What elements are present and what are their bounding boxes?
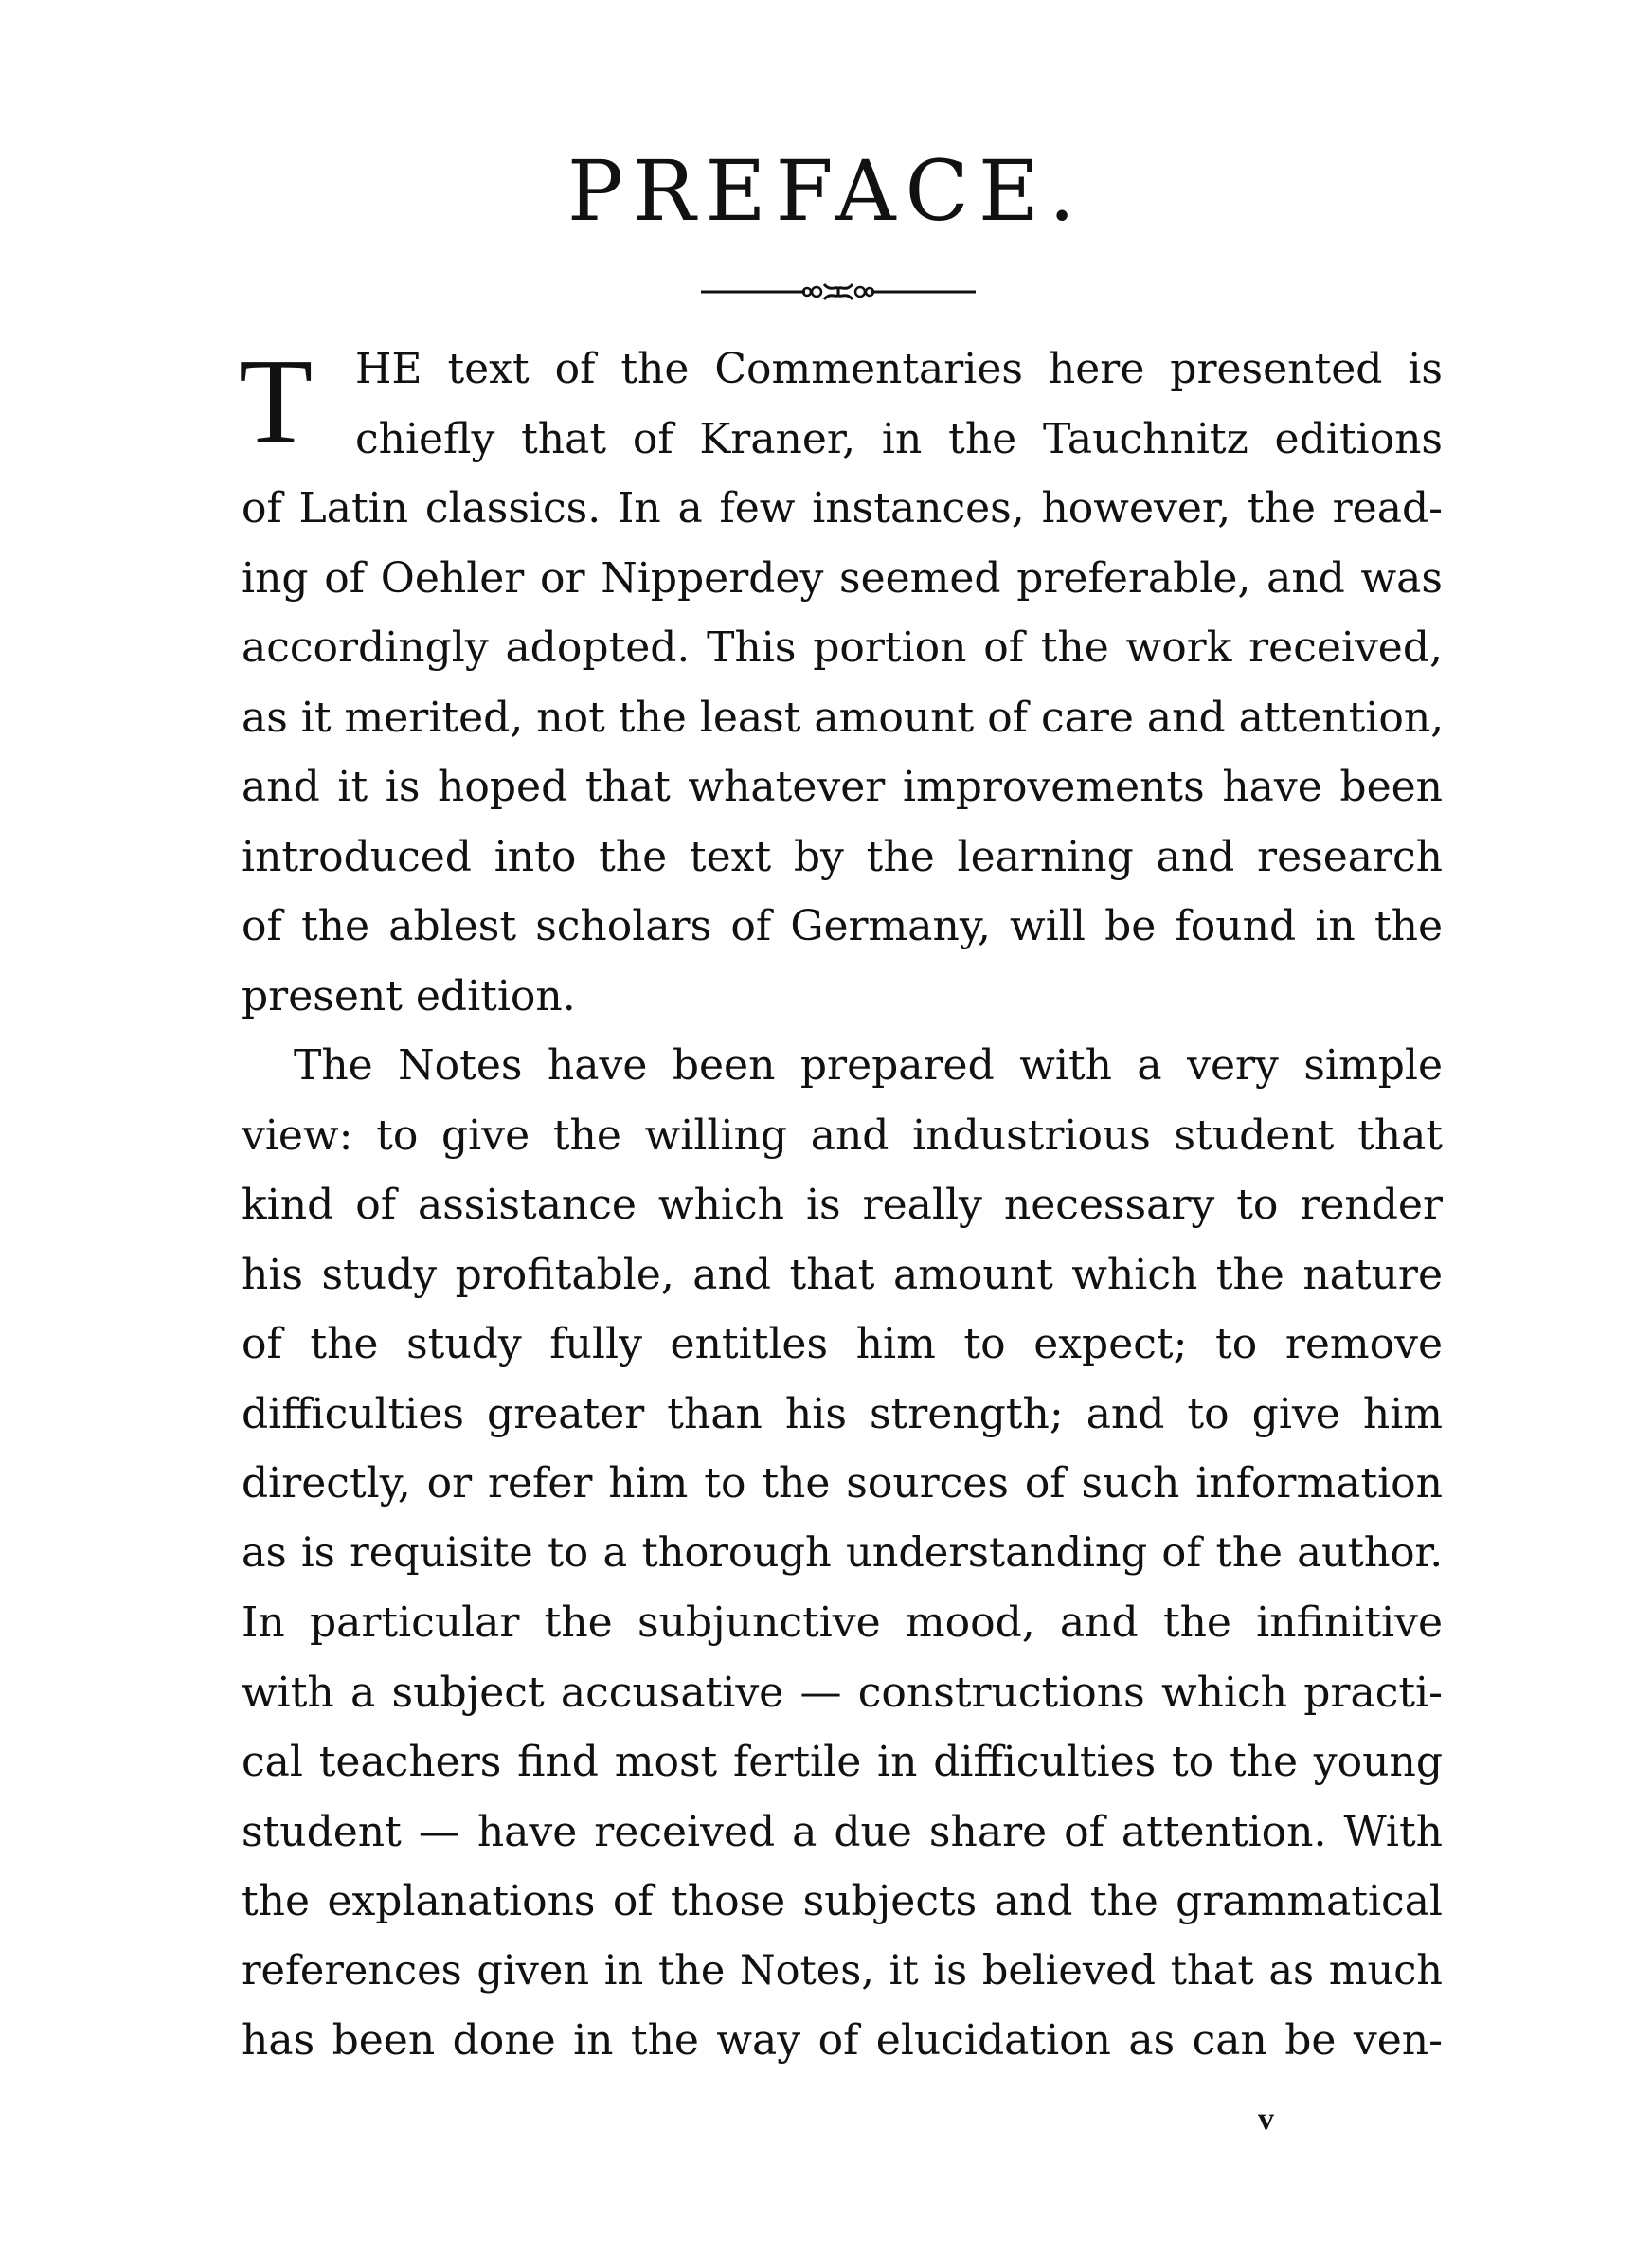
text-line: cal teachers find most fertile in difficulties to the young [242, 1738, 1443, 1786]
text-line: his study profitable, and that amount which the nature [242, 1250, 1443, 1299]
text-line: view: to give the willing and industrious student that [242, 1110, 1443, 1160]
text-line: kind of assistance which is really necessary to render [242, 1181, 1443, 1229]
text-line: chiefly that of Kraner, in the Tauchnitz editions [355, 414, 1443, 463]
signature-mark: v [1258, 2102, 1274, 2137]
text-line: difficulties greater than his strength; and to give him [242, 1389, 1443, 1438]
page-title: PREFACE. [566, 142, 1086, 240]
text-line: and it is hoped that whatever improvements have been [242, 763, 1443, 811]
text-line: of the ablest scholars of Germany, will be found in the [242, 902, 1443, 950]
text-line: of Latin classics. In a few instances, however, the read- [242, 484, 1443, 533]
paragraph-2 [242, 1031, 1443, 2076]
text-line: with a subject accusative — constructions which practi- [242, 1668, 1443, 1717]
text-line: student — have received a due share of attention. With [242, 1807, 1443, 1856]
text-line: present edition. [242, 971, 576, 1020]
text-line: as it merited, not the least amount of care and attention, [242, 693, 1445, 742]
text-line: has been done in the way of elucidation as can be ven- [242, 2016, 1443, 2065]
paragraph-1 [239, 334, 1445, 1031]
text-line: accordingly adopted. This portion of the work received, [242, 623, 1443, 672]
text-line: introduced into the text by the learning and research [242, 832, 1443, 881]
preface-body [239, 334, 1445, 2076]
text-line: ing of Oehler or Nipperdey seemed preferable, and was [242, 553, 1443, 603]
text-line: as is requisite to a thorough understanding of the author. [242, 1528, 1443, 1577]
text-line: references given in the Notes, it is believed that as much [242, 1946, 1443, 1995]
text-line: the explanations of those subjects and the grammatical [242, 1877, 1443, 1925]
text-line: In particular the subjunctive mood, and the infinitive [242, 1598, 1443, 1647]
text-line: of the study fully entitles him to expect; to remove [242, 1320, 1443, 1368]
decorative-divider-icon [701, 279, 976, 305]
text-line: The Notes have been prepared with a very simple [294, 1041, 1443, 1090]
text-line: HE text of the Commentaries here presented is [355, 345, 1443, 393]
text-line: directly, or refer him to the sources of such information [242, 1459, 1443, 1508]
drop-cap: T [239, 334, 314, 468]
